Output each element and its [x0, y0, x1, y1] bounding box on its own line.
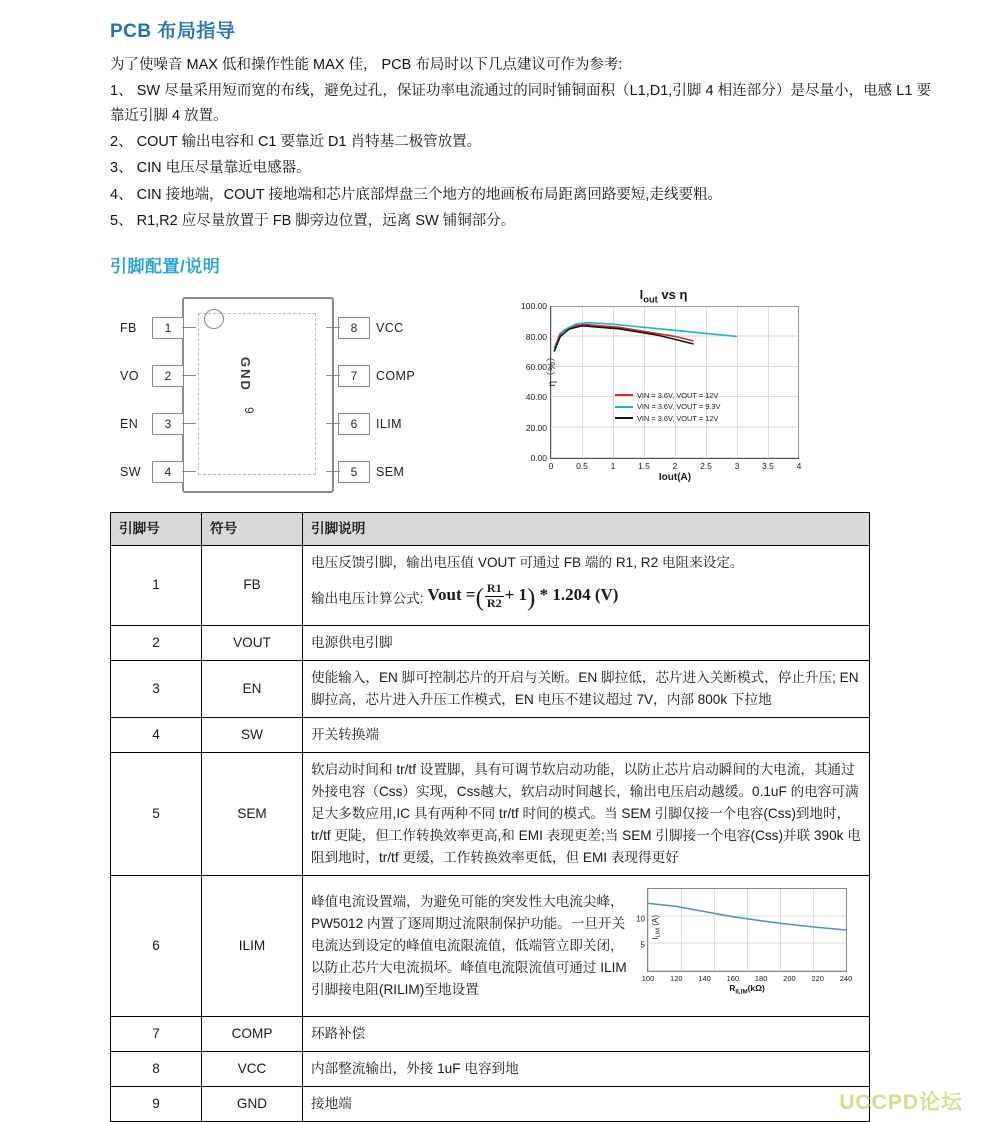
chart-plot-area: [521, 301, 802, 484]
cell-description: 开关转换端: [303, 718, 870, 753]
package-center-label: GND: [238, 356, 253, 392]
pin-number-7: 7: [338, 365, 370, 387]
cell-description: 电源供电引脚: [303, 626, 870, 661]
pin-label-comp: COMP: [376, 368, 416, 383]
th-symbol: 符号: [202, 512, 303, 545]
th-pin-number: 引脚号: [111, 512, 202, 545]
chart-x-axis-label: Iout(A): [658, 472, 692, 484]
pcb-intro-text: 为了使噪音 MAX 低和操作性能 MAX 佳， PCB 布局时以下几点建议可作为参考:: [110, 57, 623, 73]
pin-lead-5: [326, 471, 340, 473]
chart-x-tick: 1: [610, 461, 616, 472]
chart-y-tick: 20.00: [525, 422, 547, 433]
chart-y-tick: 80.00: [525, 331, 547, 342]
pin-number-5: 5: [338, 461, 370, 483]
pcb-guideline-3: 3、 CIN 电压尽量靠近电感器。: [110, 160, 311, 177]
pin-label-en: EN: [120, 416, 139, 431]
cell-description: [303, 545, 870, 626]
cell-pin-number: 2: [111, 626, 202, 661]
pin-lead-1: [182, 327, 196, 329]
chart-series-paths: [551, 306, 799, 458]
pin-lead-6: [326, 423, 340, 425]
fb-formula: Vout =( $\frac{R1}{R2}$ + 1) * 1.204 (V): [427, 581, 619, 612]
table-row: [111, 661, 870, 718]
table-row: [111, 876, 870, 1017]
chart-y-axis-label: η（%）: [547, 352, 558, 387]
pin-label-vo: VO: [120, 368, 139, 383]
chart-legend-item: VIN = 3.6V, VOUT = 12V: [615, 390, 720, 401]
cell-symbol: ILIM: [202, 876, 303, 1017]
pin-label-fb: FB: [120, 320, 137, 335]
ilim-chart: [613, 882, 863, 1000]
chart-x-tick: 3.5: [762, 461, 774, 472]
pcb-guideline-1: 1、 SW 尽量采用短而宽的布线，避免过孔，保证功率电流通过的同时铺铜面积（L1,D1,引脚 4 相连部分）是尽量小，电感 L1 要靠近引脚 4 放置。: [110, 83, 931, 124]
pin-number-3: 3: [152, 413, 184, 435]
ilim-y-tick: 10: [636, 914, 645, 924]
package-pinout-diagram: [120, 287, 470, 502]
chart-y-tick: 60.00: [525, 361, 547, 372]
cell-description: 内部整流输出，外接 1uF 电容到地: [303, 1052, 870, 1087]
table-row: [111, 1017, 870, 1052]
ilim-x-tick: 140: [698, 974, 711, 984]
page-title-pcb-layout: PCB 布局指导: [110, 21, 236, 42]
chart-y-tick: 100.00: [521, 301, 547, 312]
formula-plus: + 1: [504, 585, 528, 605]
table-header-row: [111, 512, 870, 545]
ilim-y-axis-label: $I_{LIM}$ (A): [651, 915, 662, 940]
package-center-number: 9: [242, 406, 256, 414]
pin-label-ilim: ILIM: [376, 416, 402, 431]
pin-lead-4: [182, 471, 196, 473]
cell-pin-number: 5: [111, 753, 202, 876]
pin-number-2: 2: [152, 365, 184, 387]
ilim-x-tick: 120: [670, 974, 683, 984]
pin-label-sw: SW: [120, 464, 141, 479]
fb-formula-prefix: 输出电压计算公式:: [311, 590, 424, 606]
cell-description: [303, 876, 870, 1017]
cell-description: 软启动时间和 tr/tf 设置脚，具有可调节软启动功能，以防止芯片启动瞬间的大电流，其通过外接电容（Css）实现，Css越大，软启动时间越长，输出电压启动越缓。0.1uF 的电容可满足大多数应用,IC 具有两种不同 tr/tf 时间的模式。当 SEM 引脚仅接一个电容(Css)到地时，tr/tf 更陡，但工作转换效率更高,和 EMI 表现更差;当 SEM 引脚接一个电容(Css)并联 390k 电阻到地时，tr/tf 更缓，工作转换效率更低，但 EMI 表现得更好: [303, 753, 870, 876]
cell-pin-number: 8: [111, 1052, 202, 1087]
fb-desc-line1: 电压反馈引脚，输出电压值 VOUT 可通过 FB 端的 R1, R2 电阻来设定。: [311, 554, 744, 570]
th-description: 引脚说明: [303, 512, 870, 545]
diagram-and-chart-row: [110, 287, 931, 502]
chart-x-tick: 3: [734, 461, 740, 472]
chart-x-tick: 2: [672, 461, 678, 472]
cell-symbol: FB: [202, 545, 303, 626]
table-row: [111, 753, 870, 876]
ilim-y-tick: 5: [640, 940, 645, 950]
cell-symbol: VOUT: [202, 626, 303, 661]
ilim-x-axis-label: $R_{ILIM}(k\Omega)$: [729, 983, 765, 996]
pin-number-8: 8: [338, 317, 370, 339]
pin-lead-8: [326, 327, 340, 329]
ilim-desc-text: 峰值电流设置端，为避免可能的突发性大电流尖峰， PW5012 内置了逐周期过流限制保护功能。一旦开关电流达到设定的峰值电流限流值，低端管立即关闭，以防止芯片大电流损坏。峰值电流限流值可通过 ILIM 引脚接电阻(RILIM)至地设置: [311, 894, 627, 998]
chart-x-tick: 4: [796, 461, 802, 472]
table-row: [111, 1087, 870, 1122]
forum-watermark: UCCPD论坛: [839, 1091, 963, 1115]
cell-symbol: EN: [202, 661, 303, 718]
cell-symbol: SEM: [202, 753, 303, 876]
pin1-marker-icon: [204, 309, 224, 329]
chart-legend: [615, 390, 720, 424]
chart-x-tick: 0.5: [576, 461, 588, 472]
pcb-guideline-2: 2、 COUT 输出电容和 C1 要靠近 D1 肖特基二极管放置。: [110, 134, 482, 151]
ilim-x-tick: 160: [726, 974, 740, 984]
cell-description: 环路补偿: [303, 1017, 870, 1052]
cell-description: 接地端: [303, 1087, 870, 1122]
efficiency-chart: [496, 286, 831, 484]
chart-legend-item: VIN = 3.6V, VOUT = 12V: [615, 413, 720, 424]
cell-symbol: SW: [202, 718, 303, 753]
cell-symbol: COMP: [202, 1017, 303, 1052]
table-row: [111, 545, 870, 626]
pin-number-1: 1: [152, 317, 184, 339]
cell-pin-number: 7: [111, 1017, 202, 1052]
cell-pin-number: 4: [111, 718, 202, 753]
table-row: [111, 1052, 870, 1087]
formula-numerator: R1: [486, 581, 502, 596]
ilim-x-tick: 220: [811, 974, 824, 984]
cell-pin-number: 1: [111, 545, 202, 626]
section-title-pin-config: 引脚配置/说明: [110, 256, 221, 276]
cell-pin-number: 3: [111, 661, 202, 718]
chart-y-tick: 40.00: [525, 392, 547, 403]
chart-y-tick: 0.00: [530, 453, 547, 464]
formula-lhs: Vout =: [427, 585, 476, 605]
formula-rhs: * 1.204 (V): [539, 585, 619, 605]
pcb-guideline-5: 5、 R1,R2 应尽量放置于 FB 脚旁边位置，远离 SW 铺铜部分。: [110, 213, 516, 230]
cell-pin-number: 6: [111, 876, 202, 1017]
pin-lead-2: [182, 375, 196, 377]
chart-x-tick: 0: [548, 461, 554, 472]
ilim-x-tick: 180: [754, 974, 768, 984]
cell-pin-number: 9: [111, 1087, 202, 1122]
ilim-plot-area: [636, 888, 853, 996]
table-row: [111, 626, 870, 661]
cell-symbol: VCC: [202, 1052, 303, 1087]
ilim-x-tick: 240: [839, 974, 853, 984]
ilim-x-tick: 200: [783, 974, 796, 984]
formula-denominator: R2: [486, 595, 502, 610]
pin-description-table: [110, 512, 870, 1122]
chart-x-tick: 2.5: [700, 461, 712, 472]
pin-label-vcc: VCC: [376, 320, 404, 335]
pin-lead-3: [182, 423, 196, 425]
pin-number-4: 4: [152, 461, 184, 483]
chart-title: $I_{out}$ vs η: [639, 286, 688, 305]
ilim-x-tick: 100: [641, 974, 655, 984]
cell-description: 使能输入，EN 脚可控制芯片的开启与关断。EN 脚拉低，芯片进入关断模式，停止升压; EN 脚拉高，芯片进入升压工作模式，EN 电压不建议超过 7V，内部 800k 下拉地: [303, 661, 870, 718]
table-row: [111, 718, 870, 753]
pcb-guideline-4: 4、 CIN 接地端，COUT 接地端和芯片底部焊盘三个地方的地画板布局距离回路要短,走线要粗。: [110, 186, 722, 203]
chart-legend-item: VIN = 3.6V, VOUT = 9.3V: [615, 401, 720, 412]
package-thermal-pad: [198, 313, 316, 475]
chart-x-tick: 1.5: [638, 461, 650, 472]
pin-number-6: 6: [338, 413, 370, 435]
pin-lead-7: [326, 375, 340, 377]
pin-label-sem: SEM: [376, 464, 405, 479]
cell-symbol: GND: [202, 1087, 303, 1122]
fb-formula-row: [311, 579, 861, 620]
